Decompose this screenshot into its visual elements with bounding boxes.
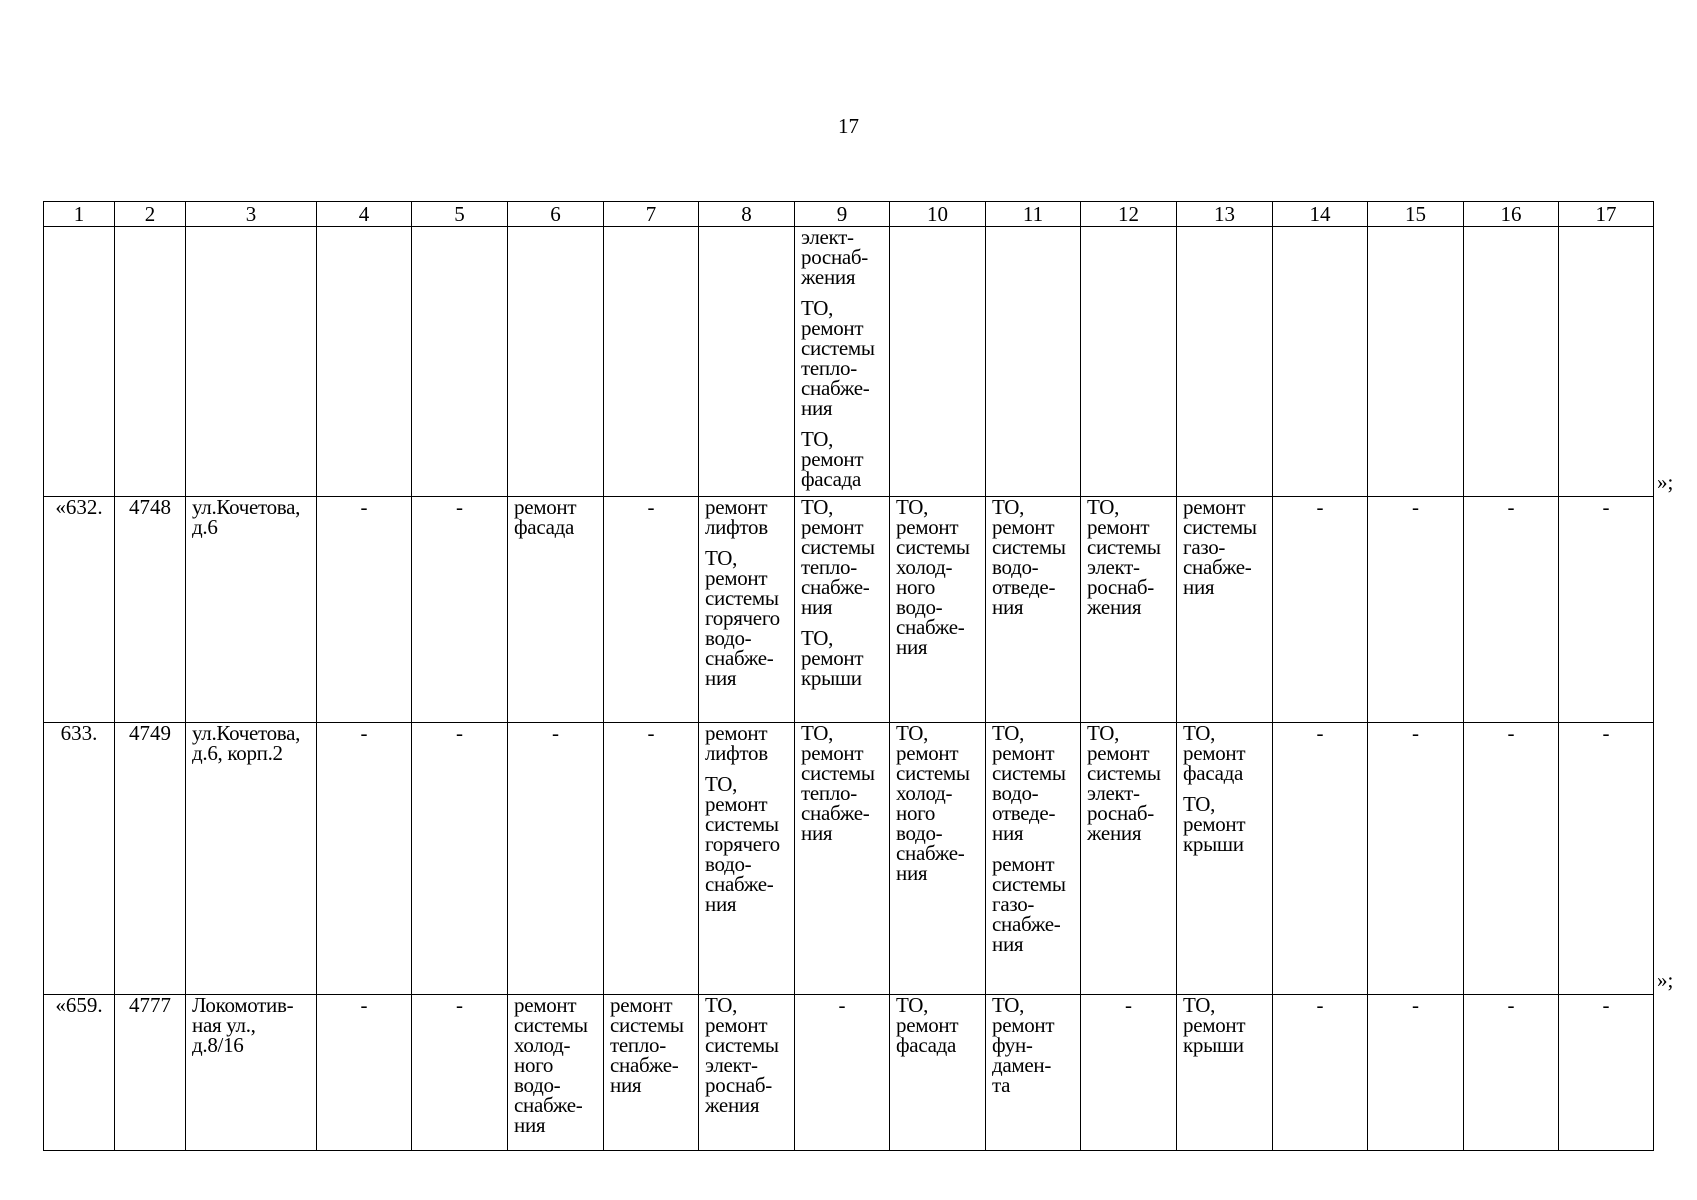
row-number: «659.: [44, 995, 115, 1151]
work-item-line: системы: [992, 761, 1066, 785]
work-item-line: ТО,: [1183, 792, 1216, 816]
work-list-cell: [604, 995, 699, 1151]
column-number-cell: 17: [1559, 202, 1654, 227]
empty-mark: -: [604, 497, 699, 723]
work-item-line: системы: [801, 336, 875, 360]
work-item-line: ТО,: [801, 626, 834, 650]
address-cell: [186, 995, 317, 1151]
work-item-line: ремонт: [1087, 515, 1150, 539]
work-item-line: ния: [514, 1113, 546, 1137]
work-list-cell: [890, 723, 986, 995]
work-item-line: водо-: [992, 555, 1039, 579]
work-list-cell: [699, 723, 795, 995]
work-list-cell: [986, 497, 1081, 723]
work-item-line: ремонт: [992, 1013, 1055, 1037]
table-cell: [1177, 227, 1273, 497]
work-item-line: системы: [705, 812, 779, 836]
work-item-line: жения: [1087, 595, 1142, 619]
empty-mark: -: [412, 723, 508, 995]
empty-mark: -: [1464, 497, 1559, 723]
work-list-cell: [1177, 723, 1273, 995]
work-item-line: снабже-: [801, 376, 870, 400]
work-item-line: жения: [705, 1093, 760, 1117]
column-number-cell: 4: [317, 202, 412, 227]
table-cell: [986, 227, 1081, 497]
work-item-line: ния: [992, 932, 1024, 956]
cell-text-line: Локомотив-: [192, 994, 294, 1017]
work-item-line: ния: [801, 821, 833, 845]
column-number-cell: 6: [508, 202, 604, 227]
table-row: [44, 227, 1654, 497]
work-item-line: ремонт: [610, 994, 673, 1017]
empty-mark: -: [604, 723, 699, 995]
table-cell: [412, 227, 508, 497]
column-number-cell: 5: [412, 202, 508, 227]
work-item-line: ремонт: [514, 496, 577, 519]
work-item-line: системы: [705, 586, 779, 610]
work-item-line: роснаб-: [705, 1073, 772, 1097]
table-cell: [44, 227, 115, 497]
work-item-line: отведе-: [992, 801, 1056, 825]
table-cell: [699, 227, 795, 497]
work-item-line: горячего: [705, 606, 780, 630]
work-item-line: ТО,: [705, 772, 738, 796]
work-item-line: ремонт: [801, 447, 864, 471]
empty-mark: -: [508, 723, 604, 995]
work-item-line: системы: [801, 761, 875, 785]
work-item-line: системы: [896, 535, 970, 559]
work-item-line: ремонт: [705, 566, 768, 590]
table-cell: [1368, 227, 1464, 497]
work-item-line: холод-: [514, 1033, 571, 1057]
work-item-line: ремонт: [896, 515, 959, 539]
work-item-line: снабже-: [610, 1053, 679, 1077]
cell-text-line: д.8/16: [192, 1033, 244, 1057]
empty-mark: -: [1273, 995, 1368, 1151]
work-item-line: ния: [896, 635, 928, 659]
table-row: [44, 995, 1654, 1151]
work-item-line: ремонт: [705, 722, 768, 745]
work-item-line: снабже-: [1183, 555, 1252, 579]
work-item-line: жения: [1087, 821, 1142, 845]
work-item-line: фун-: [992, 1033, 1033, 1057]
work-item-line: тепло-: [801, 555, 857, 579]
work-item-line: системы: [801, 535, 875, 559]
work-item-line: системы: [896, 761, 970, 785]
empty-mark: -: [795, 995, 890, 1151]
table-row: [44, 497, 1654, 723]
work-item-line: ремонт: [514, 994, 577, 1017]
work-item-line: фасада: [514, 515, 575, 539]
empty-mark: -: [1273, 497, 1368, 723]
work-item-line: лифтов: [705, 515, 768, 539]
work-item-line: системы: [610, 1013, 684, 1037]
work-item-line: ния: [1183, 575, 1215, 599]
work-item-line: элект-: [705, 1053, 758, 1077]
cell-text-line: д.6: [192, 515, 218, 539]
work-item-line: ния: [992, 595, 1024, 619]
object-code: 4749: [115, 723, 186, 995]
work-item-line: системы: [992, 872, 1066, 896]
empty-mark: -: [317, 995, 412, 1151]
work-item-line: водо-: [705, 626, 752, 650]
work-item-line: ТО,: [801, 427, 834, 451]
address-cell: [186, 723, 317, 995]
work-list-cell: [986, 995, 1081, 1151]
work-item-line: ремонт: [992, 515, 1055, 539]
work-item-line: ТО,: [896, 994, 929, 1017]
work-list-cell: [699, 995, 795, 1151]
work-list-cell: [795, 227, 890, 497]
cell-text-line: ул.Кочетова,: [192, 496, 301, 519]
work-item-line: ТО,: [896, 496, 929, 519]
column-number-cell: 3: [186, 202, 317, 227]
work-item-line: ного: [514, 1053, 554, 1077]
work-item-line: ного: [896, 575, 936, 599]
empty-mark: -: [317, 497, 412, 723]
work-item-line: ремонт: [801, 646, 864, 670]
work-item-line: элект-: [801, 226, 854, 249]
work-list-cell: [699, 497, 795, 723]
work-item-line: лифтов: [705, 741, 768, 765]
work-item-line: холод-: [896, 555, 953, 579]
work-item-line: крыши: [1183, 832, 1244, 856]
work-item-line: газо-: [992, 892, 1035, 916]
cell-text-line: д.6, корп.2: [192, 741, 283, 765]
work-item-line: жения: [801, 265, 856, 289]
work-list-cell: [508, 497, 604, 723]
work-item-line: ного: [896, 801, 936, 825]
work-item-line: водо-: [896, 595, 943, 619]
work-item-line: снабже-: [801, 801, 870, 825]
work-list-cell: [1081, 723, 1177, 995]
closing-quote: »;: [1657, 470, 1674, 494]
empty-mark: -: [1559, 497, 1654, 723]
work-item-line: ТО,: [1087, 722, 1120, 745]
work-item-line: ния: [705, 892, 737, 916]
work-item-line: системы: [992, 535, 1066, 559]
column-number-cell: 7: [604, 202, 699, 227]
table-row: [44, 723, 1654, 995]
row-number: «632.: [44, 497, 115, 723]
work-item-line: газо-: [1183, 535, 1226, 559]
empty-mark: -: [1559, 723, 1654, 995]
column-number-cell: 1: [44, 202, 115, 227]
work-list-cell: [795, 497, 890, 723]
work-item-line: ТО,: [801, 496, 834, 519]
empty-mark: -: [1368, 497, 1464, 723]
address-cell: [186, 497, 317, 723]
work-item-line: ремонт: [801, 741, 864, 765]
table-cell: [604, 227, 699, 497]
work-item-line: системы: [1087, 535, 1161, 559]
empty-mark: -: [1464, 995, 1559, 1151]
column-number-cell: 14: [1273, 202, 1368, 227]
work-item-line: тепло-: [801, 356, 857, 380]
work-item-line: крыши: [801, 666, 862, 690]
work-item-line: водо-: [705, 852, 752, 876]
column-number-cell: 12: [1081, 202, 1177, 227]
table-cell: [317, 227, 412, 497]
work-item-line: ремонт: [801, 316, 864, 340]
empty-mark: -: [1368, 723, 1464, 995]
table-cell: [508, 227, 604, 497]
work-item-line: ремонт: [992, 741, 1055, 765]
table-cell: [1464, 227, 1559, 497]
work-item-line: дамен-: [992, 1053, 1052, 1077]
work-item-line: ТО,: [1183, 722, 1216, 745]
work-item-line: фасада: [801, 467, 862, 491]
work-item-line: отведе-: [992, 575, 1056, 599]
column-number-cell: 2: [115, 202, 186, 227]
work-item-line: ния: [801, 595, 833, 619]
work-item-line: системы: [1183, 515, 1257, 539]
table-cell: [1559, 227, 1654, 497]
work-item-line: элект-: [1087, 781, 1140, 805]
table-cell: [1081, 227, 1177, 497]
work-item-line: ТО,: [801, 296, 834, 320]
work-item-line: ния: [801, 396, 833, 420]
work-item-line: ТО,: [705, 994, 738, 1017]
work-item-line: ТО,: [801, 722, 834, 745]
work-item-line: ремонт: [705, 496, 768, 519]
work-item-line: ремонт: [801, 515, 864, 539]
work-item-line: роснаб-: [1087, 575, 1154, 599]
table-cell: [890, 227, 986, 497]
work-list-cell: [890, 497, 986, 723]
work-item-line: ремонт: [1183, 496, 1246, 519]
column-number-row: [44, 202, 1654, 227]
work-item-line: тепло-: [610, 1033, 666, 1057]
empty-mark: -: [1559, 995, 1654, 1151]
column-number-cell: 16: [1464, 202, 1559, 227]
work-list-cell: [1177, 995, 1273, 1151]
work-list-cell: [795, 723, 890, 995]
work-item-line: ТО,: [992, 496, 1025, 519]
work-item-line: системы: [514, 1013, 588, 1037]
work-list-cell: [508, 995, 604, 1151]
empty-mark: -: [1464, 723, 1559, 995]
work-item-line: элект-: [1087, 555, 1140, 579]
table-cell: [115, 227, 186, 497]
cell-text-line: ная ул.,: [192, 1013, 256, 1037]
empty-mark: -: [412, 995, 508, 1151]
column-number-cell: 13: [1177, 202, 1273, 227]
column-number-cell: 10: [890, 202, 986, 227]
work-item-line: ТО,: [1087, 496, 1120, 519]
work-item-line: снабже-: [896, 841, 965, 865]
work-item-line: ния: [610, 1073, 642, 1097]
work-item-line: снабже-: [801, 575, 870, 599]
work-item-line: ТО,: [1183, 994, 1216, 1017]
work-item-line: водо-: [992, 781, 1039, 805]
table-cell: [186, 227, 317, 497]
work-item-line: ния: [992, 821, 1024, 845]
work-item-line: системы: [705, 1033, 779, 1057]
work-item-line: ремонт: [1183, 741, 1246, 765]
column-number-cell: 15: [1368, 202, 1464, 227]
work-item-line: ремонт: [1087, 741, 1150, 765]
work-item-line: ремонт: [705, 792, 768, 816]
work-item-line: снабже-: [514, 1093, 583, 1117]
work-list-cell: [1081, 497, 1177, 723]
work-list-cell: [890, 995, 986, 1151]
empty-mark: -: [317, 723, 412, 995]
work-item-line: ния: [896, 861, 928, 885]
object-code: 4748: [115, 497, 186, 723]
work-item-line: холод-: [896, 781, 953, 805]
work-item-line: та: [992, 1073, 1011, 1097]
work-item-line: ремонт: [896, 1013, 959, 1037]
work-item-line: крыши: [1183, 1033, 1244, 1057]
work-item-line: ТО,: [896, 722, 929, 745]
work-item-line: снабже-: [896, 615, 965, 639]
empty-mark: -: [1273, 723, 1368, 995]
works-table: [43, 201, 1654, 1151]
work-item-line: ТО,: [992, 994, 1025, 1017]
work-item-line: тепло-: [801, 781, 857, 805]
table-cell: [1273, 227, 1368, 497]
cell-text-line: ул.Кочетова,: [192, 722, 301, 745]
row-number: 633.: [44, 723, 115, 995]
empty-mark: -: [1081, 995, 1177, 1151]
work-item-line: системы: [1087, 761, 1161, 785]
object-code: 4777: [115, 995, 186, 1151]
work-item-line: ТО,: [992, 722, 1025, 745]
work-item-line: горячего: [705, 832, 780, 856]
column-number-cell: 9: [795, 202, 890, 227]
empty-mark: -: [1368, 995, 1464, 1151]
column-number-cell: 8: [699, 202, 795, 227]
work-list-cell: [986, 723, 1081, 995]
work-item-line: ТО,: [705, 546, 738, 570]
work-item-line: снабже-: [705, 646, 774, 670]
work-item-line: ремонт: [992, 852, 1055, 876]
page-number: 17: [838, 114, 859, 138]
empty-mark: -: [412, 497, 508, 723]
work-item-line: фасада: [1183, 761, 1244, 785]
work-item-line: ремонт: [1183, 812, 1246, 836]
work-item-line: водо-: [514, 1073, 561, 1097]
work-item-line: ния: [705, 666, 737, 690]
work-list-cell: [1177, 497, 1273, 723]
work-item-line: ремонт: [896, 741, 959, 765]
column-number-cell: 11: [986, 202, 1081, 227]
work-item-line: роснаб-: [1087, 801, 1154, 825]
work-item-line: ремонт: [1183, 1013, 1246, 1037]
work-item-line: водо-: [896, 821, 943, 845]
work-item-line: фасада: [896, 1033, 957, 1057]
work-item-line: снабже-: [992, 912, 1061, 936]
work-item-line: снабже-: [705, 872, 774, 896]
work-item-line: ремонт: [705, 1013, 768, 1037]
closing-quote: »;: [1657, 968, 1674, 992]
work-item-line: роснаб-: [801, 245, 868, 269]
